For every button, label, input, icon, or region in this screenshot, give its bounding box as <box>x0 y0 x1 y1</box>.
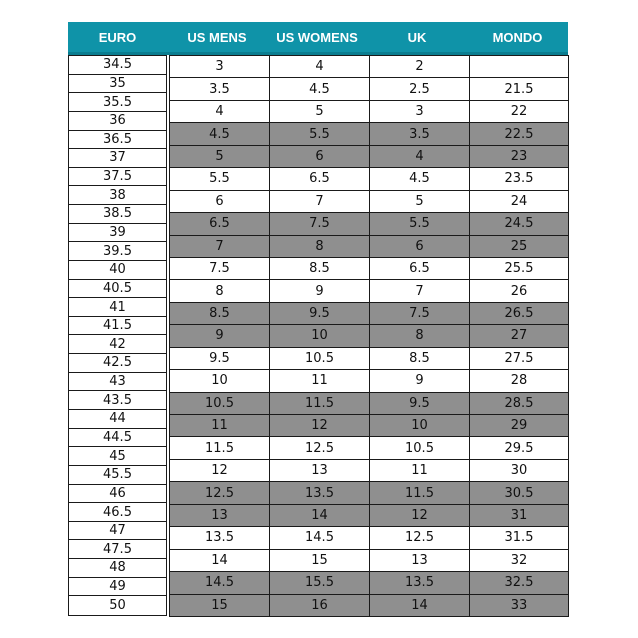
us-mens-cell: 7.5 <box>169 257 270 280</box>
mondo-cell: 23.5 <box>469 167 569 190</box>
euro-size-cell: 49 <box>69 578 166 597</box>
euro-size-cell: 38 <box>69 186 166 205</box>
us-mens-cell: 10.5 <box>169 392 270 415</box>
table-row <box>169 212 568 235</box>
mondo-cell: 31.5 <box>469 526 569 549</box>
us-womens-cell: 7.5 <box>269 212 370 235</box>
euro-size-cell: 47 <box>69 522 166 541</box>
header-euro: EURO <box>68 22 167 52</box>
uk-cell: 6 <box>369 235 470 258</box>
euro-size-cell: 37.5 <box>69 168 166 187</box>
euro-size-cell: 47.5 <box>69 540 166 559</box>
us-womens-cell: 13.5 <box>269 481 370 504</box>
euro-size-cell: 36 <box>69 112 166 131</box>
header-us-womens: US WOMENS <box>267 22 367 52</box>
euro-size-cell: 41 <box>69 298 166 317</box>
table-row <box>169 279 568 302</box>
us-womens-cell: 12.5 <box>269 436 370 459</box>
mondo-cell: 28.5 <box>469 392 569 415</box>
uk-cell: 3.5 <box>369 122 470 145</box>
us-mens-cell: 5 <box>169 145 270 168</box>
us-womens-cell: 7 <box>269 190 370 213</box>
uk-cell: 13 <box>369 549 470 572</box>
table-row <box>169 392 568 415</box>
us-womens-cell: 10 <box>269 324 370 347</box>
table-row <box>169 324 568 347</box>
us-mens-cell: 5.5 <box>169 167 270 190</box>
us-womens-cell: 14.5 <box>269 526 370 549</box>
us-womens-cell: 13 <box>269 459 370 482</box>
euro-size-cell: 39.5 <box>69 242 166 261</box>
euro-size-cell: 44 <box>69 410 166 429</box>
us-womens-cell: 5.5 <box>269 122 370 145</box>
mondo-cell: 26.5 <box>469 302 569 325</box>
uk-cell: 9.5 <box>369 392 470 415</box>
us-mens-cell: 6.5 <box>169 212 270 235</box>
uk-cell: 4.5 <box>369 167 470 190</box>
mondo-cell: 25 <box>469 235 569 258</box>
euro-size-cell: 34.5 <box>69 56 166 75</box>
table-row <box>169 257 568 280</box>
uk-cell: 8.5 <box>369 347 470 370</box>
euro-size-cell: 50 <box>109 598 126 614</box>
euro-size-cell: 40 <box>69 261 166 280</box>
us-womens-cell: 15.5 <box>269 571 370 594</box>
euro-column <box>68 55 167 616</box>
table-row <box>169 77 568 100</box>
mondo-cell: 27.5 <box>469 347 569 370</box>
table-row <box>169 369 568 392</box>
header-us-mens: US MENS <box>167 22 267 52</box>
uk-cell: 4 <box>369 145 470 168</box>
header-uk: UK <box>367 22 467 52</box>
mondo-cell: 22.5 <box>469 122 569 145</box>
uk-cell: 5.5 <box>369 212 470 235</box>
table-row <box>169 347 568 370</box>
table-row <box>169 100 568 123</box>
mondo-cell <box>469 55 569 78</box>
us-mens-cell: 11.5 <box>169 436 270 459</box>
us-womens-cell: 11.5 <box>269 392 370 415</box>
us-womens-cell: 9 <box>269 279 370 302</box>
us-mens-cell: 6 <box>169 190 270 213</box>
us-womens-cell: 8.5 <box>269 257 370 280</box>
us-mens-cell: 7 <box>169 235 270 258</box>
table-row <box>169 122 568 145</box>
us-mens-cell: 8.5 <box>169 302 270 325</box>
euro-size-cell: 45.5 <box>69 466 166 485</box>
mondo-cell: 31 <box>469 504 569 527</box>
euro-size-cell: 38.5 <box>69 205 166 224</box>
table-row <box>169 145 568 168</box>
euro-size-cell: 41.5 <box>69 317 166 336</box>
euro-size-cell: 35.5 <box>69 93 166 112</box>
table-row <box>169 481 568 504</box>
us-womens-cell: 9.5 <box>269 302 370 325</box>
mondo-cell: 27 <box>469 324 569 347</box>
uk-cell: 10.5 <box>369 436 470 459</box>
us-mens-cell: 14.5 <box>169 571 270 594</box>
mondo-cell: 28 <box>469 369 569 392</box>
uk-cell: 2 <box>369 55 470 78</box>
table-row <box>169 167 568 190</box>
uk-cell: 13.5 <box>369 571 470 594</box>
table-row <box>169 526 568 549</box>
euro-size-cell: 42.5 <box>69 354 166 373</box>
uk-cell: 6.5 <box>369 257 470 280</box>
table-row <box>169 504 568 527</box>
us-womens-cell: 12 <box>269 414 370 437</box>
mondo-cell: 22 <box>469 100 569 123</box>
euro-size-cell: 39 <box>69 224 166 243</box>
table-row <box>169 549 568 572</box>
us-mens-cell: 12.5 <box>169 481 270 504</box>
us-womens-cell: 6 <box>269 145 370 168</box>
us-mens-cell: 12 <box>169 459 270 482</box>
mondo-cell: 29 <box>469 414 569 437</box>
us-mens-cell: 14 <box>169 549 270 572</box>
table-row <box>169 235 568 258</box>
us-womens-cell: 10.5 <box>269 347 370 370</box>
mondo-cell: 32.5 <box>469 571 569 594</box>
us-mens-cell: 9.5 <box>169 347 270 370</box>
mondo-cell: 33 <box>469 594 569 617</box>
us-womens-cell: 11 <box>269 369 370 392</box>
us-mens-cell: 4.5 <box>169 122 270 145</box>
table-row <box>169 55 568 78</box>
us-womens-cell: 16 <box>269 594 370 617</box>
mondo-cell: 26 <box>469 279 569 302</box>
mondo-cell: 32 <box>469 549 569 572</box>
us-mens-cell: 11 <box>169 414 270 437</box>
euro-size-cell: 42 <box>69 336 166 355</box>
us-mens-cell: 13 <box>169 504 270 527</box>
uk-cell: 12.5 <box>369 526 470 549</box>
euro-size-cell: 48 <box>69 559 166 578</box>
table-row <box>169 594 568 617</box>
uk-cell: 11.5 <box>369 481 470 504</box>
us-mens-cell: 13.5 <box>169 526 270 549</box>
euro-size-cell: 43 <box>69 373 166 392</box>
uk-cell: 3 <box>369 100 470 123</box>
us-mens-cell: 3 <box>169 55 270 78</box>
mondo-cell: 30 <box>469 459 569 482</box>
us-mens-cell: 15 <box>169 594 270 617</box>
us-womens-cell: 5 <box>269 100 370 123</box>
uk-cell: 8 <box>369 324 470 347</box>
euro-size-cell: 36.5 <box>69 131 166 150</box>
us-mens-cell: 9 <box>169 324 270 347</box>
mondo-cell: 29.5 <box>469 436 569 459</box>
mondo-cell: 24.5 <box>469 212 569 235</box>
table-row <box>169 436 568 459</box>
table-row <box>169 459 568 482</box>
uk-cell: 10 <box>369 414 470 437</box>
euro-size-cell: 40.5 <box>69 280 166 299</box>
euro-size-cell: 44.5 <box>69 429 166 448</box>
us-mens-cell: 8 <box>169 279 270 302</box>
us-womens-cell: 15 <box>269 549 370 572</box>
us-womens-cell: 14 <box>269 504 370 527</box>
mondo-cell: 30.5 <box>469 481 569 504</box>
euro-size-cell: 45 <box>69 447 166 466</box>
uk-cell: 12 <box>369 504 470 527</box>
uk-cell: 11 <box>369 459 470 482</box>
mondo-cell: 25.5 <box>469 257 569 280</box>
uk-cell: 7 <box>369 279 470 302</box>
us-womens-cell: 4.5 <box>269 77 370 100</box>
euro-size-cell: 46.5 <box>69 503 166 522</box>
mondo-cell: 21.5 <box>469 77 569 100</box>
us-mens-cell: 10 <box>169 369 270 392</box>
uk-cell: 2.5 <box>369 77 470 100</box>
uk-cell: 7.5 <box>369 302 470 325</box>
uk-cell: 14 <box>369 594 470 617</box>
uk-cell: 9 <box>369 369 470 392</box>
us-womens-cell: 4 <box>269 55 370 78</box>
uk-cell: 5 <box>369 190 470 213</box>
header-mondo: MONDO <box>467 22 568 52</box>
euro-size-cell: 43.5 <box>69 391 166 410</box>
euro-size-cell: 35 <box>69 75 166 94</box>
us-mens-cell: 3.5 <box>169 77 270 100</box>
mondo-cell: 24 <box>469 190 569 213</box>
euro-size-cell: 37 <box>69 149 166 168</box>
table-row <box>169 571 568 594</box>
us-womens-cell: 6.5 <box>269 167 370 190</box>
us-womens-cell: 8 <box>269 235 370 258</box>
table-row <box>169 414 568 437</box>
table-row <box>169 190 568 213</box>
table-row <box>169 302 568 325</box>
mondo-cell: 23 <box>469 145 569 168</box>
us-mens-cell: 4 <box>169 100 270 123</box>
euro-size-cell: 46 <box>69 485 166 504</box>
size-chart <box>68 22 568 616</box>
